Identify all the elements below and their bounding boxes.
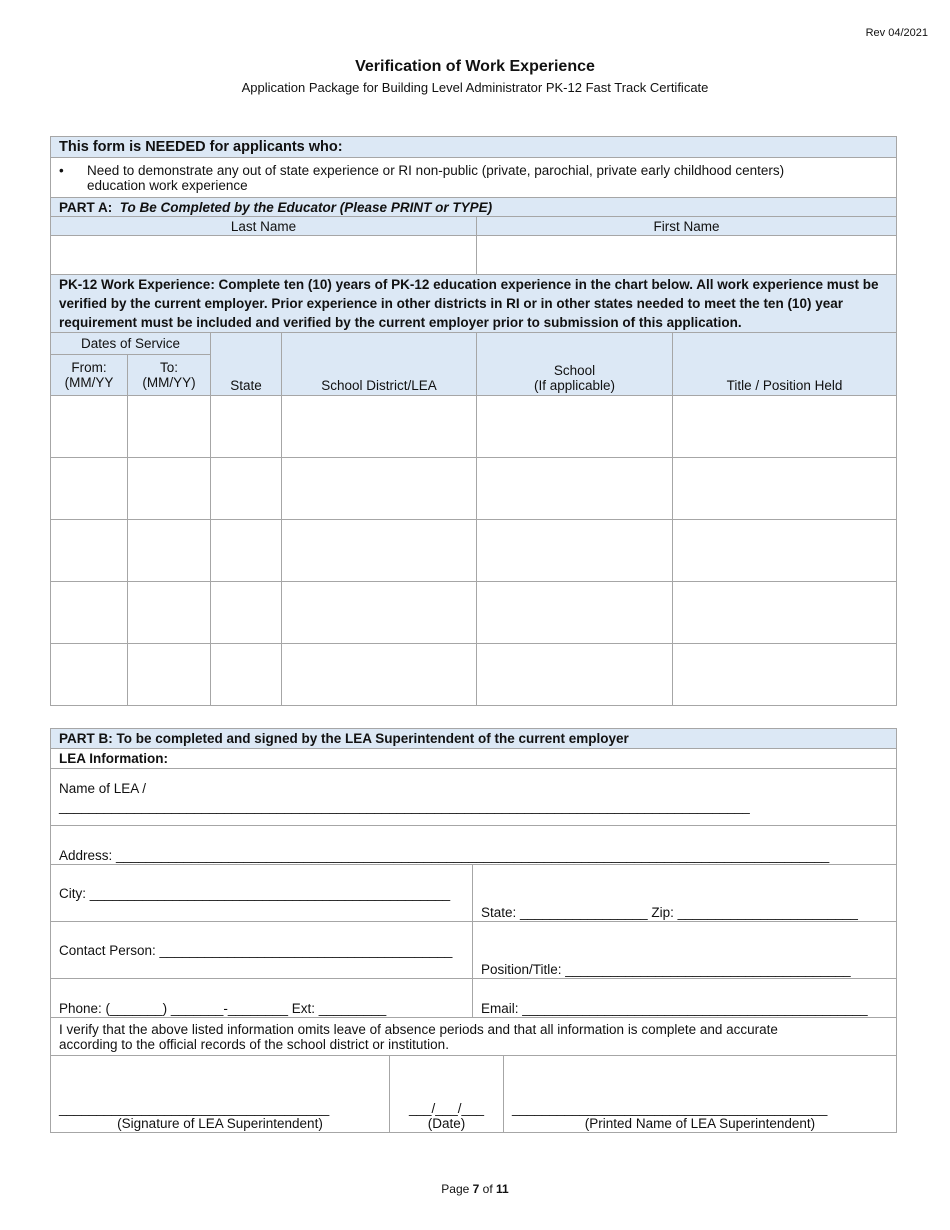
title-cell[interactable] (673, 520, 897, 582)
part-a-table (50, 136, 897, 706)
title-cell[interactable] (673, 582, 897, 644)
title-header: Title / Position Held (673, 333, 897, 396)
signature-line: ____________________________________ (59, 1101, 330, 1116)
to-header-line1: To: (159, 360, 178, 375)
needed-bullet (51, 158, 897, 198)
from-header-line1: From: (71, 360, 107, 375)
title-cell[interactable] (673, 396, 897, 458)
to-cell[interactable] (128, 582, 211, 644)
address-field[interactable]: Address: _______________________________________________________________________________________________ (51, 826, 897, 865)
printed-name-line: __________________________________________ (512, 1101, 828, 1116)
needed-heading: This form is NEEDED for applicants who: (51, 137, 897, 158)
district-cell[interactable] (282, 458, 477, 520)
from-cell[interactable] (51, 458, 128, 520)
verification-statement (51, 1018, 897, 1056)
state-cell[interactable] (211, 582, 282, 644)
school-header-line1: School (553, 363, 596, 378)
from-header (51, 355, 128, 396)
district-cell[interactable] (282, 396, 477, 458)
position-title-field[interactable]: Position/Title: ______________________________________ (473, 922, 897, 979)
from-cell[interactable] (51, 644, 128, 706)
experience-row (51, 582, 897, 644)
date-field[interactable] (390, 1056, 504, 1133)
verification-line2: according to the official records of the school district or institution. (59, 1036, 449, 1052)
title-cell[interactable] (673, 644, 897, 706)
to-cell[interactable] (128, 396, 211, 458)
email-field[interactable]: Email: ______________________________________________ (473, 979, 897, 1018)
to-cell[interactable] (128, 644, 211, 706)
city-field[interactable]: City: ________________________________________________ (51, 865, 473, 922)
district-cell[interactable] (282, 520, 477, 582)
first-name-field[interactable] (477, 236, 897, 275)
page-total: 11 (496, 1182, 509, 1196)
last-name-field[interactable] (51, 236, 477, 275)
state-zip-field[interactable]: State: _________________ Zip: ________________________ (473, 865, 897, 922)
needed-bullet-line1: Need to demonstrate any out of state experience or RI non-public (private, parochial, private early childhood centers) (87, 162, 785, 178)
to-cell[interactable] (128, 520, 211, 582)
part-b-heading: PART B: To be completed and signed by the LEA Superintendent of the current employer (51, 729, 897, 749)
revision-date: Rev 04/2021 (865, 27, 928, 39)
lea-name-label: Name of LEA / (59, 780, 147, 796)
from-cell[interactable] (51, 582, 128, 644)
verification-line1: I verify that the above listed information omits leave of absence periods and that all information is complete and accurate (59, 1021, 778, 1037)
signature-field[interactable] (51, 1056, 390, 1133)
page-number (0, 1182, 950, 1196)
form-title: Verification of Work Experience (355, 58, 595, 75)
experience-row (51, 396, 897, 458)
last-name-label: Last Name (51, 217, 477, 236)
from-cell[interactable] (51, 520, 128, 582)
contact-person-field[interactable]: Contact Person: _______________________________________ (51, 922, 473, 979)
printed-name-field[interactable] (504, 1056, 897, 1133)
work-experience-instructions: PK-12 Work Experience: Complete ten (10) years of PK-12 education experience in the chart below. All work experience must be verified by the current employer. Prior experience in other districts in RI or in other states needed to meet the ten (10) year requirement must be included and verified by the current employer prior to submission of this application. (51, 275, 897, 333)
state-cell[interactable] (211, 396, 282, 458)
part-a-instructions: To Be Completed by the Educator (Please PRINT or TYPE) (119, 199, 493, 215)
state-cell[interactable] (211, 520, 282, 582)
district-header: School District/LEA (282, 333, 477, 396)
to-header (128, 355, 211, 396)
needed-bullet-line2: education work experience (87, 177, 248, 193)
school-cell[interactable] (477, 644, 673, 706)
page-prefix: Page (441, 1182, 470, 1196)
from-header-line2: (MM/YY (64, 375, 114, 390)
page-of: of (482, 1182, 493, 1196)
from-cell[interactable] (51, 396, 128, 458)
form-subtitle: Application Package for Building Level Administrator PK-12 Fast Track Certificate (241, 80, 709, 95)
part-b-table (50, 728, 897, 1133)
lea-name-line: ____________________________________________________________________________________________ (59, 798, 750, 814)
district-cell[interactable] (282, 644, 477, 706)
first-name-label: First Name (477, 217, 897, 236)
experience-row (51, 644, 897, 706)
school-cell[interactable] (477, 396, 673, 458)
experience-row (51, 458, 897, 520)
bullet-icon: • (59, 162, 64, 178)
experience-row (51, 520, 897, 582)
school-cell[interactable] (477, 582, 673, 644)
state-header: State (211, 333, 282, 396)
dates-of-service-header: Dates of Service (51, 333, 211, 355)
signature-label: (Signature of LEA Superintendent) (117, 1116, 323, 1131)
to-cell[interactable] (128, 458, 211, 520)
phone-field[interactable]: Phone: (_______) _______-________ Ext: _________ (51, 979, 473, 1018)
part-a-heading (51, 198, 897, 217)
date-label: (Date) (427, 1116, 466, 1131)
page-current: 7 (472, 1182, 480, 1196)
state-cell[interactable] (211, 644, 282, 706)
school-cell[interactable] (477, 458, 673, 520)
state-cell[interactable] (211, 458, 282, 520)
printed-name-label: (Printed Name of LEA Superintendent) (584, 1116, 816, 1131)
date-line: ___/___/___ (408, 1101, 485, 1116)
to-header-line2: (MM/YY) (142, 375, 196, 390)
school-header (477, 333, 673, 396)
title-cell[interactable] (673, 458, 897, 520)
part-a-label: PART A: (59, 199, 113, 215)
school-header-line2: (If applicable) (533, 378, 616, 393)
lea-info-label: LEA Information: (51, 749, 897, 769)
district-cell[interactable] (282, 582, 477, 644)
lea-name-field[interactable] (51, 769, 897, 826)
school-cell[interactable] (477, 520, 673, 582)
